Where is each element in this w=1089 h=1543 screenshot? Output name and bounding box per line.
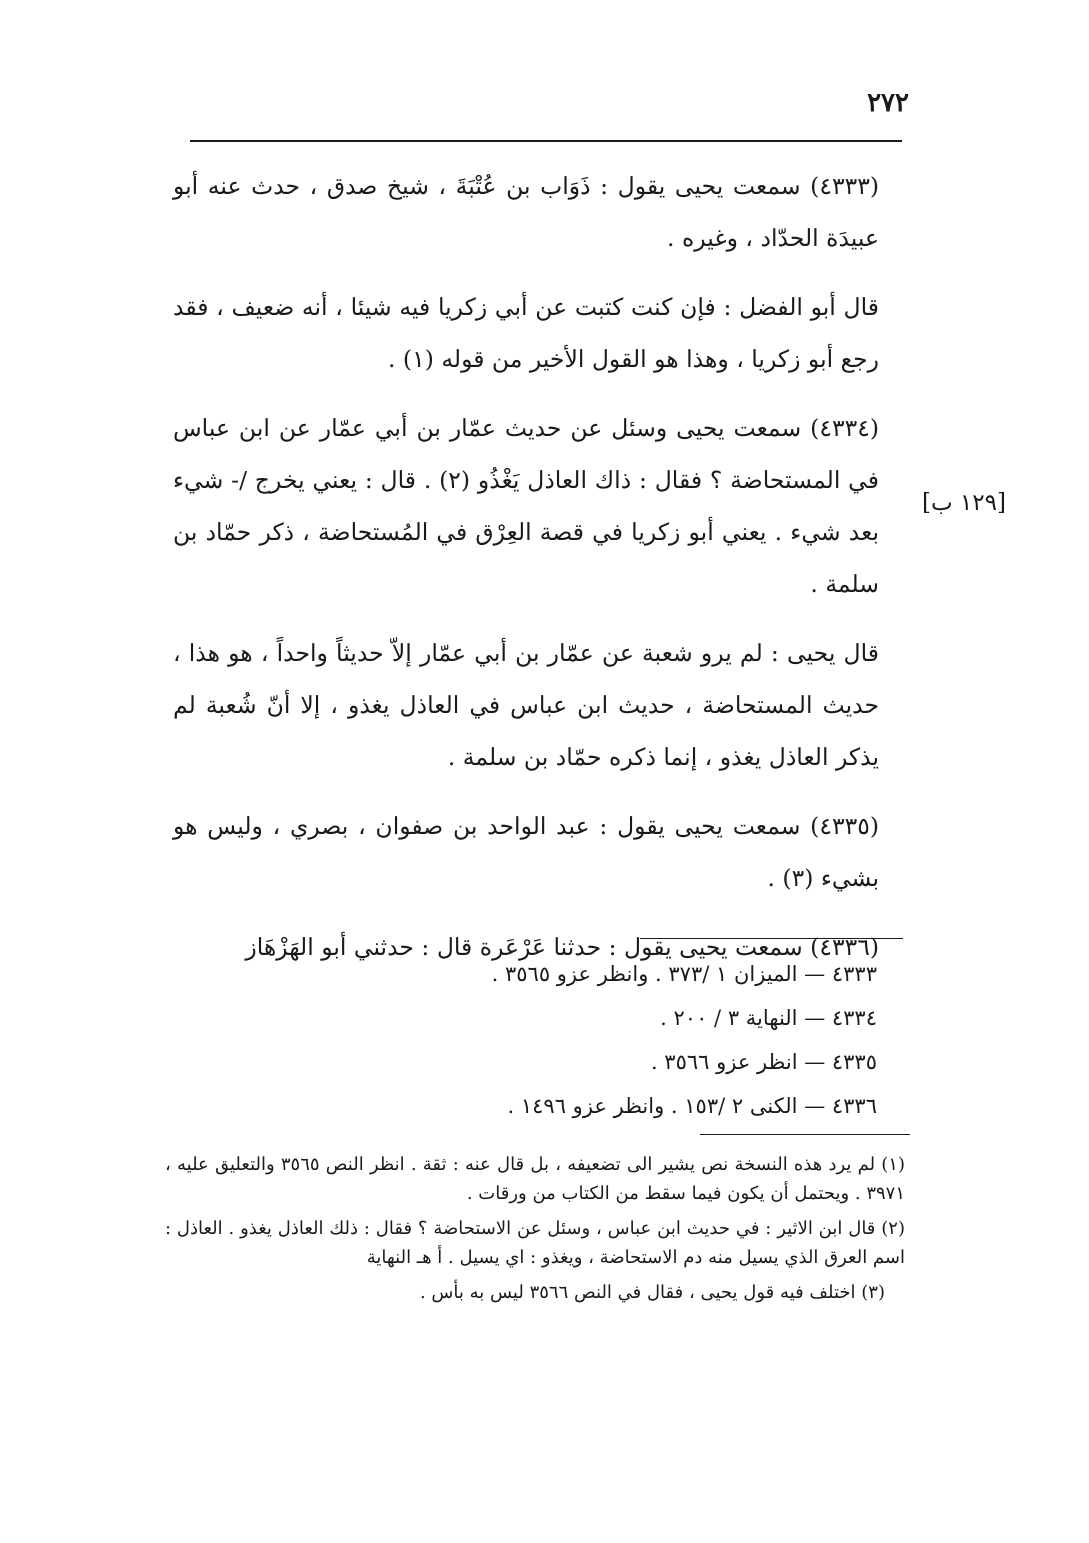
reference-item: ٤٣٣٥ — انظر عزو ٣٥٦٦ .: [650, 1050, 877, 1074]
paragraph-4335: (٤٣٣٥) سمعت يحيى يقول : عبد الواحد بن صفوان ، بصري ، وليس هو بشيء (٣) .: [173, 812, 879, 892]
references-rule: [640, 938, 903, 939]
page-number: ٢٧٢: [867, 88, 909, 118]
footnote-3: (٣) اختلف فيه قول يحيى ، فقال في النص ٣٥٦٦ ليس به بأس .: [419, 1282, 885, 1303]
header-rule: [190, 140, 902, 142]
paragraph-4333: (٤٣٣٣) سمعت يحيى يقول : ذَوَاب بن عُتْبَةَ ، شيخ صدق ، حدث عنه أبو عبيدَة الحدّاد ، وغيره .: [173, 172, 879, 252]
paragraph-4334: (٤٣٣٤) سمعت يحيى وسئل عن حديث عمّار بن أبي عمّار عن ابن عباس في المستحاضة ؟ فقال : ذاك العاذل يَغْذُو (٢) . قال : يعني يخرج /- شيء بعد شيء . يعني أبو زكريا في قصة العِرْق في المُستحاضة ، ذكر حمّاد بن سلمة .: [173, 414, 880, 598]
paragraph-yahya-comment: قال يحيى : لم يرو شعبة عن عمّار بن أبي عمّار إلاّ حديثاً واحداً ، هو هذا ، حديث المستحاضة ، حديث ابن عباس في العاذل يغذو ، إلا أنّ شُعبة لم يذكر العاذل يغذو ، إنما ذكره حمّاد بن سلمة .: [173, 639, 879, 771]
paragraph-4336: (٤٣٣٦) سمعت يحيى يقول : حدثنا عَرْعَرة قال : حدثني أبو الهَزْهَاز: [245, 933, 879, 961]
footnote-1: (١) لم يرد هذه النسخة نص يشير الى تضعيفه ، بل قال عنه : ثقة . انظر النص ٣٥٦٥ والتعليق عليه ، ٣٩٧١ . ويحتمل أن يكون فيما سقط من الكتاب من ورقات .: [165, 1154, 905, 1204]
reference-item: ٤٣٣٤ — النهاية ٣ / ٢٠٠ .: [660, 1006, 877, 1030]
reference-item: ٤٣٣٦ — الكنى ٢ /١٥٣ . وانظر عزو ١٤٩٦ .: [507, 1094, 877, 1118]
references-list: [277, 952, 877, 1128]
folio-margin-note: [١٢٩ ب]: [922, 490, 1006, 516]
reference-item: ٤٣٣٣ — الميزان ١ /٣٧٣ . وانظر عزو ٣٥٦٥ .: [491, 962, 877, 986]
main-text: [173, 160, 901, 990]
footnotes: [165, 1150, 905, 1313]
paragraph-abu-alfadl-comment: قال أبو الفضل : فإن كنت كتبت عن أبي زكريا فيه شيئا ، أنه ضعيف ، فقد رجع أبو زكريا ، وهذا هو القول الأخير من قوله (١) .: [173, 293, 879, 373]
footnotes-rule: [700, 1134, 910, 1135]
footnote-2: (٢) قال ابن الاثير : في حديث ابن عباس ، وسئل عن الاستحاضة ؟ فقال : ذلك العاذل يغذو . العاذل : اسم العرق الذي يسيل منه دم الاستحاضة ، ويغذو : اي يسيل . أ هـ النهاية: [165, 1218, 905, 1268]
